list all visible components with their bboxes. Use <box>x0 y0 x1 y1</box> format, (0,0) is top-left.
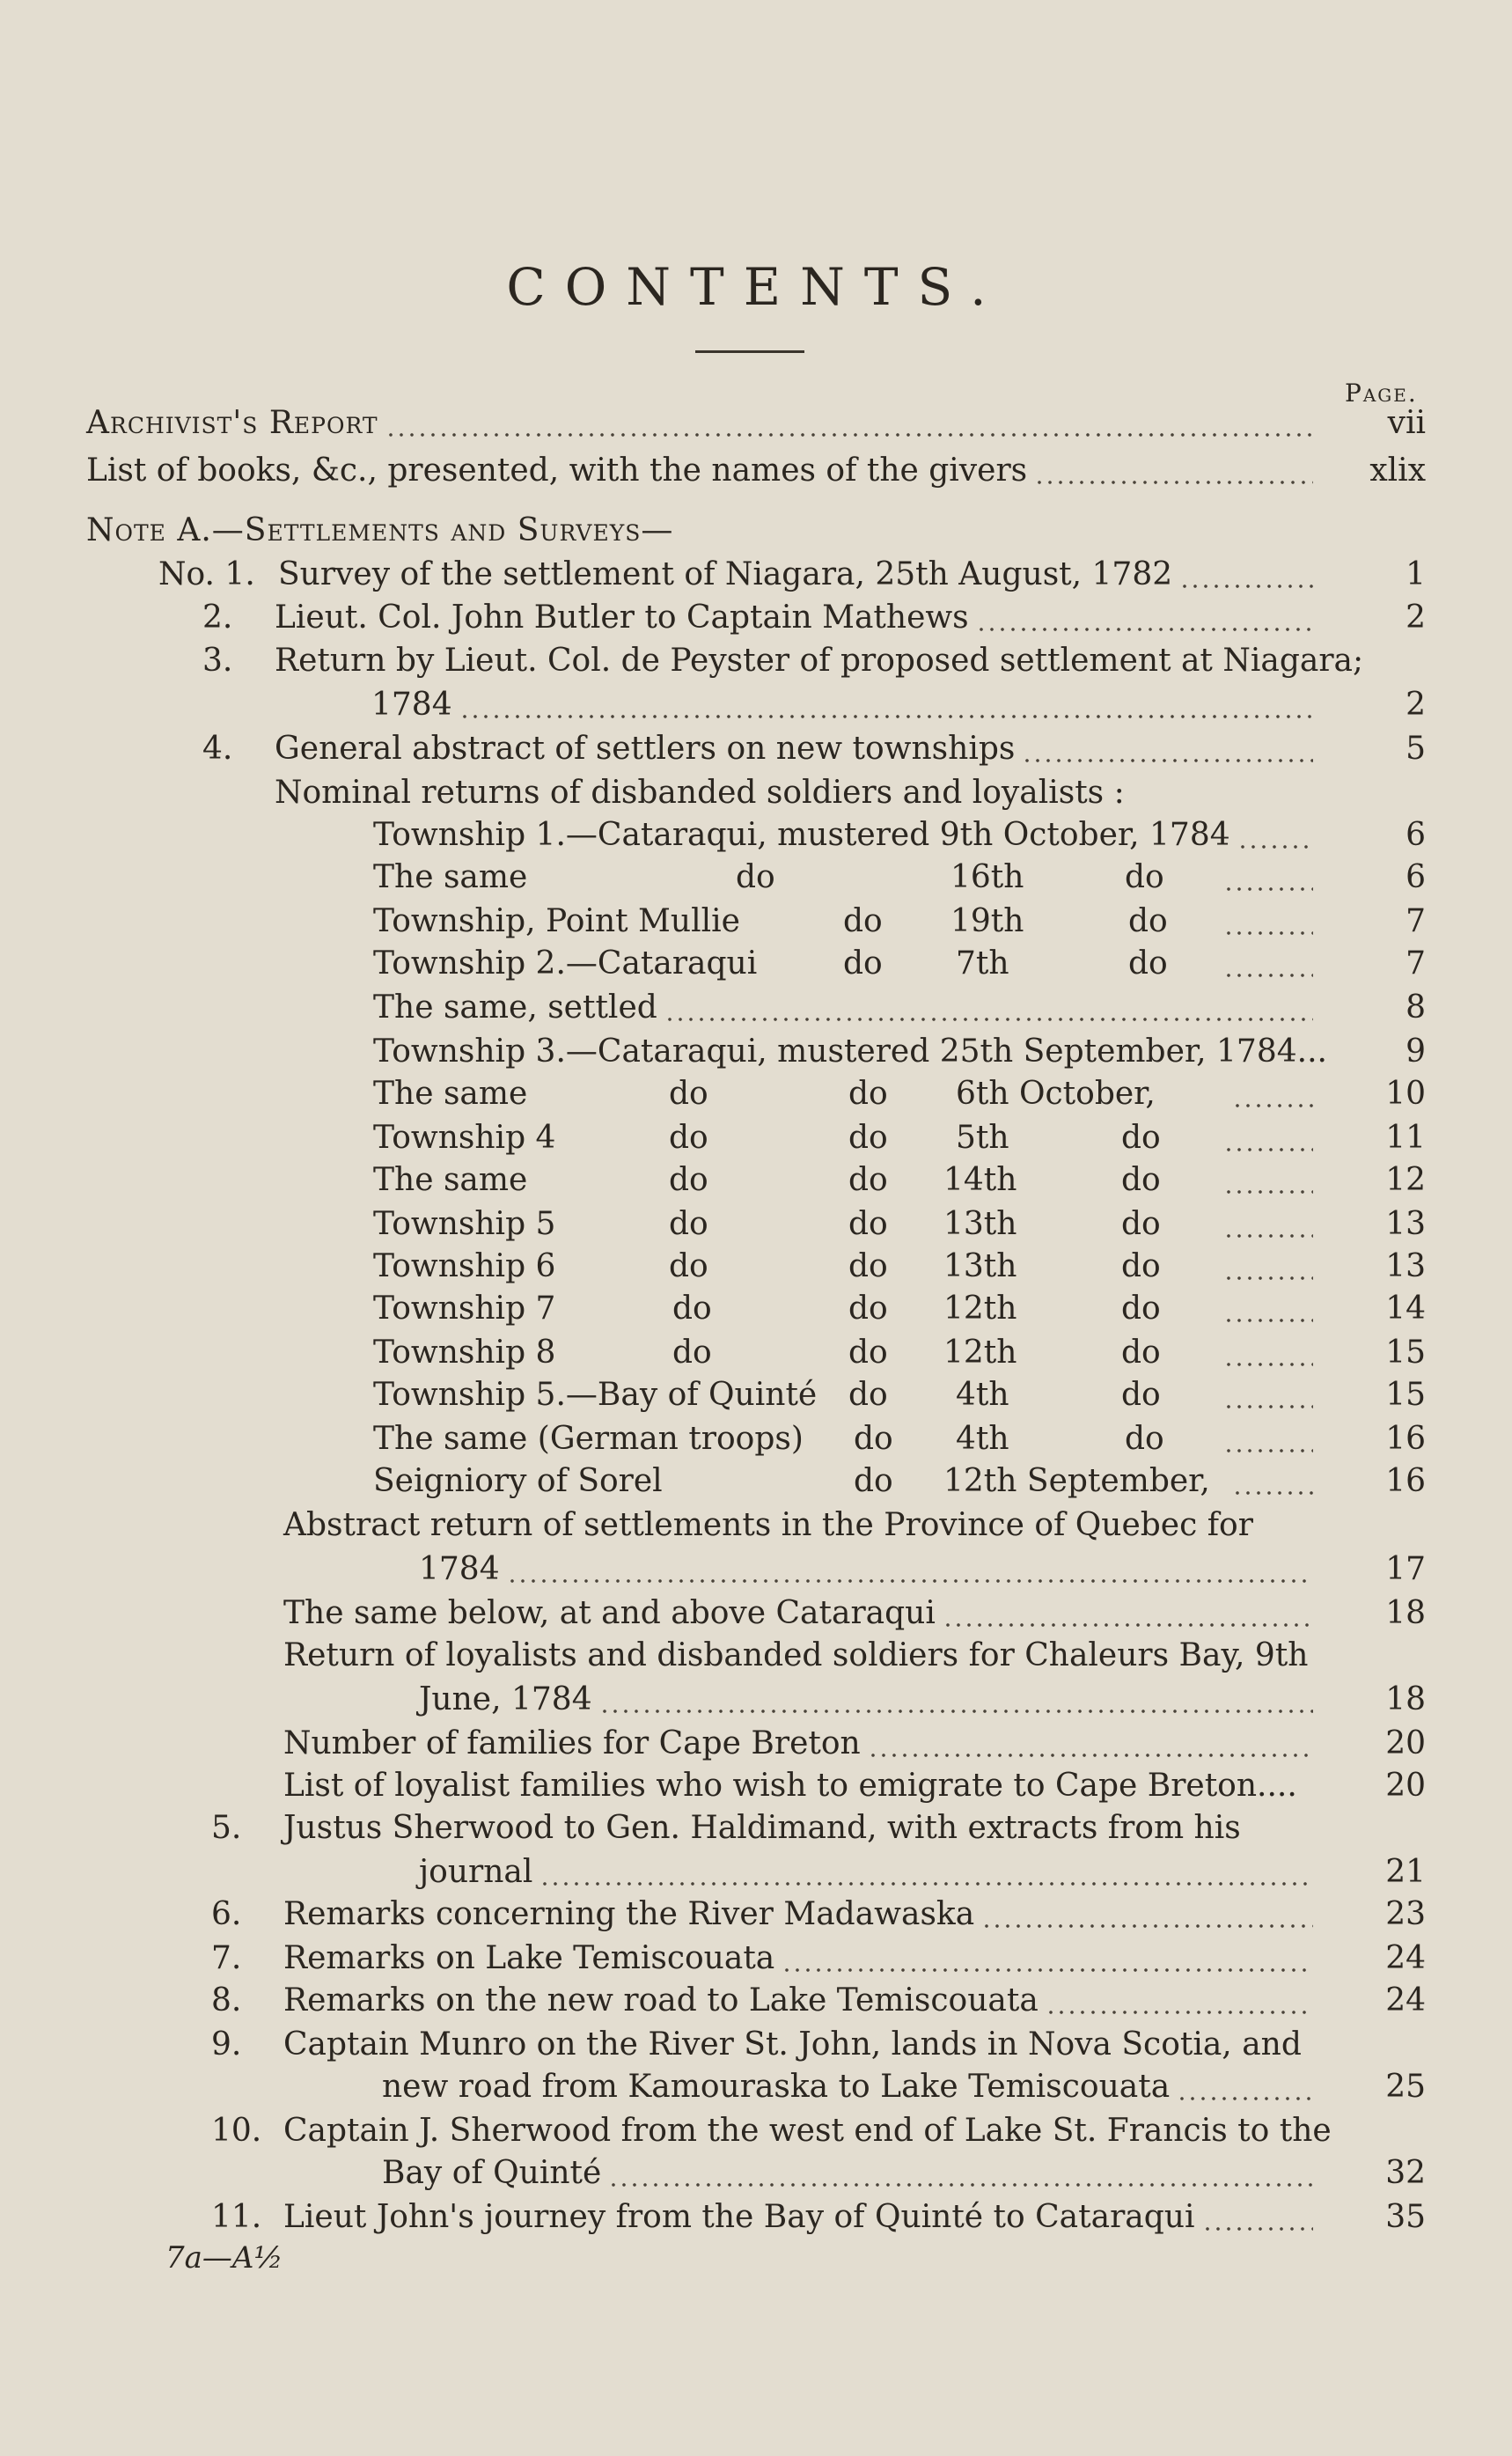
dot-leader <box>1179 553 1313 597</box>
entry-column-value: do <box>848 1248 888 1284</box>
dot-leader <box>507 1548 1313 1592</box>
entry-title: Township 4 <box>373 1120 556 1156</box>
entry-title: Return of loyalists and disbanded soldiers for Chaleurs Bay, 9th <box>283 1637 1309 1673</box>
entry-column-value: do <box>736 859 775 895</box>
entry-title: Seigniory of Sorel <box>373 1463 663 1499</box>
entry-title: Number of families for Cape Breton <box>283 1725 861 1761</box>
entry-title: The same below, at and above Cataraqui <box>283 1595 936 1631</box>
page-number: 32 <box>1385 2155 1426 2191</box>
entry-title: Lieut John's journey from the Bay of Quinté to Cataraqui <box>283 2199 1195 2235</box>
entry-column-value: do <box>1121 1120 1161 1156</box>
contents-entry <box>0 1158 1512 1202</box>
contents-entry <box>0 1634 1512 1678</box>
entry-title: Remarks on the new road to Lake Temiscouata <box>283 1982 1039 2018</box>
page-number: 16 <box>1385 1421 1426 1457</box>
contents-entry <box>0 1764 1512 1808</box>
entry-title: Return by Lieut. Col. de Peyster of proposed settlement at Niagara; <box>275 643 1364 679</box>
entry-column-value: do <box>843 945 883 982</box>
page-number: 15 <box>1385 1377 1426 1413</box>
page-number: 12 <box>1385 1162 1426 1198</box>
entry-column-value: do <box>672 1291 712 1327</box>
entry-column-value: do <box>669 1248 708 1284</box>
contents-entry <box>0 1806 1512 1850</box>
page-number: xlix <box>1369 452 1426 489</box>
entry-column-value: do <box>848 1291 888 1327</box>
dot-leader <box>1046 1979 1313 2023</box>
entry-number: 5. <box>211 1810 242 1846</box>
page-number: 21 <box>1385 1854 1426 1890</box>
page-column-header: Page. <box>1345 379 1418 408</box>
dot-leader <box>1232 1072 1313 1116</box>
contents-entry <box>0 856 1512 900</box>
contents-entry <box>0 1030 1512 1074</box>
page-number: 18 <box>1385 1681 1426 1717</box>
page-number: 10 <box>1385 1076 1426 1112</box>
entry-number: 4. <box>202 731 233 767</box>
contents-entry <box>0 683 1512 727</box>
page-number: 13 <box>1385 1206 1426 1242</box>
dot-leader <box>1022 727 1313 771</box>
dot-leader <box>539 1850 1313 1894</box>
entry-title: Lieut. Col. John Butler to Captain Mathews <box>275 599 969 636</box>
contents-entry <box>0 1678 1512 1722</box>
entry-title: Remarks on Lake Temiscouata <box>283 1940 775 1976</box>
contents-entry <box>0 1417 1512 1461</box>
page-number: 24 <box>1385 1982 1426 2018</box>
contents-entry <box>0 1373 1512 1417</box>
dot-leader <box>981 1893 1313 1937</box>
contents-entry <box>0 1202 1512 1246</box>
dot-leader <box>868 1722 1313 1766</box>
page-number: 35 <box>1385 2199 1426 2235</box>
entry-column-value: do <box>854 1463 893 1499</box>
entry-column-value: do <box>669 1076 708 1112</box>
entry-title: journal <box>419 1854 533 1890</box>
entry-column-value: do <box>1125 859 1164 895</box>
dot-leader <box>1223 900 1313 944</box>
contents-entry <box>0 1979 1512 2023</box>
dot-leader <box>943 1592 1313 1636</box>
entry-title: Abstract return of settlements in the Province of Quebec for <box>283 1507 1253 1543</box>
entry-title: The same <box>373 859 528 895</box>
dot-leader <box>1223 1116 1313 1160</box>
dot-leader <box>1034 449 1313 493</box>
entry-number: 3. <box>202 643 233 679</box>
entry-column-value: 5th <box>956 1120 1009 1156</box>
entry-title: Township 6 <box>373 1248 556 1284</box>
entry-title: new road from Kamouraska to Lake Temiscouata <box>382 2069 1171 2105</box>
entry-title: 1784 <box>371 687 452 723</box>
entry-column-value: do <box>1121 1206 1161 1242</box>
signature-mark: 7a—A½ <box>165 2240 283 2276</box>
contents-entry <box>0 1460 1512 1504</box>
entry-title: Township 5 <box>373 1206 556 1242</box>
entry-title: Note A.—Settlements and Surveys— <box>86 512 674 548</box>
entry-column-value: 14th <box>943 1162 1017 1198</box>
contents-entry <box>0 1504 1512 1548</box>
dot-leader <box>1202 2195 1314 2239</box>
dot-leader <box>1177 2065 1313 2109</box>
contents-entry <box>0 1072 1512 1116</box>
entry-column-value: do <box>1125 1421 1164 1457</box>
contents-entry <box>0 1245 1512 1289</box>
contents-entry <box>0 449 1512 493</box>
entry-title: Township, Point Mullie <box>373 903 740 939</box>
contents-entry <box>0 401 1512 445</box>
contents-entry <box>0 1287 1512 1331</box>
entry-title: The same, settled <box>373 989 657 1026</box>
contents-entry <box>0 2195 1512 2239</box>
dot-leader <box>599 1678 1313 1722</box>
entry-title: Archivist's Report <box>86 405 378 441</box>
dot-leader <box>459 683 1313 727</box>
contents-entry <box>0 2151 1512 2195</box>
entry-column-value: do <box>848 1120 888 1156</box>
page-number: 25 <box>1385 2069 1426 2105</box>
contents-entry <box>0 1548 1512 1592</box>
contents-entry <box>0 1116 1512 1160</box>
entry-column-value: 7th <box>956 945 1009 982</box>
entry-title: Township 8 <box>373 1335 556 1371</box>
entry-column-value: do <box>848 1162 888 1198</box>
dot-leader <box>1223 1373 1313 1417</box>
dot-leader <box>1223 1417 1313 1461</box>
page-number: 16 <box>1385 1463 1426 1499</box>
entry-title: Captain J. Sherwood from the west end of Lake St. Francis to the <box>283 2113 1332 2149</box>
dot-leader <box>1232 1460 1313 1504</box>
entry-column-value: 19th <box>951 903 1024 939</box>
entry-title: Township 7 <box>373 1291 556 1327</box>
page-number: 20 <box>1385 1768 1426 1804</box>
entry-column-value: 13th <box>943 1206 1017 1242</box>
contents-entry <box>0 813 1512 857</box>
entry-title: List of books, &c., presented, with the names of the givers <box>86 452 1028 489</box>
page-number: 1 <box>1406 556 1426 592</box>
page-number: 6 <box>1406 859 1426 895</box>
entry-number: 6. <box>211 1896 242 1932</box>
dot-leader <box>1223 1331 1313 1375</box>
page-number: 13 <box>1385 1248 1426 1284</box>
page-number: 5 <box>1406 731 1426 767</box>
entry-title: Township 5.—Bay of Quinté <box>373 1377 818 1413</box>
entry-column-value: 12th September, <box>943 1463 1210 1499</box>
entry-title: The same <box>373 1162 528 1198</box>
entry-column-value: 13th <box>943 1248 1017 1284</box>
entry-number: 11. <box>211 2199 262 2235</box>
entry-column-value: do <box>1121 1335 1161 1371</box>
entry-title: Township 3.—Cataraqui, mustered 25th September, 1784... <box>373 1033 1327 1070</box>
contents-entry <box>0 771 1512 815</box>
entry-title: 1784 <box>419 1551 500 1587</box>
entry-column-value: do <box>1128 945 1168 982</box>
contents-entry <box>0 2023 1512 2067</box>
entry-title: Remarks concerning the River Madawaska <box>283 1896 975 1932</box>
entry-column-value: do <box>669 1162 708 1198</box>
dot-leader <box>976 596 1313 640</box>
entry-title: List of loyalist families who wish to emigrate to Cape Breton.... <box>283 1768 1297 1804</box>
page-number: 6 <box>1406 817 1426 853</box>
entry-column-value: do <box>1121 1291 1161 1327</box>
page-number: 14 <box>1385 1291 1426 1327</box>
entry-column-value: 12th <box>943 1291 1017 1327</box>
entry-title: The same <box>373 1076 528 1112</box>
contents-entry <box>0 727 1512 771</box>
entry-column-value: do <box>1121 1162 1161 1198</box>
entry-title: Bay of Quinté <box>382 2155 602 2191</box>
entry-number: 7. <box>211 1940 242 1976</box>
entry-title: Captain Munro on the River St. John, lands in Nova Scotia, and <box>283 2026 1302 2063</box>
entry-column-value: 12th <box>943 1335 1017 1371</box>
page-number: 2 <box>1406 599 1426 636</box>
entry-column-value: 4th <box>956 1421 1009 1457</box>
entry-number: No. 1. <box>158 556 255 592</box>
page-number: vii <box>1387 405 1426 441</box>
dot-leader <box>664 986 1313 1030</box>
page-number: 20 <box>1385 1725 1426 1761</box>
entry-column-value: do <box>854 1421 893 1457</box>
contents-entry <box>0 596 1512 640</box>
entry-column-value: 6th October, <box>956 1076 1156 1112</box>
page-number: 8 <box>1406 989 1426 1026</box>
entry-title: Justus Sherwood to Gen. Haldimand, with extracts from his <box>283 1810 1241 1846</box>
dot-leader <box>1223 1245 1313 1289</box>
contents-entry <box>0 1592 1512 1636</box>
dot-leader <box>1223 856 1313 900</box>
entry-number: 10. <box>211 2113 262 2149</box>
entry-column-value: do <box>848 1076 888 1112</box>
contents-entry <box>0 986 1512 1030</box>
entry-title: General abstract of settlers on new townships <box>275 731 1016 767</box>
entry-number: 2. <box>202 599 233 636</box>
page-number: 11 <box>1385 1120 1426 1156</box>
entry-column-value: do <box>669 1206 708 1242</box>
entry-column-value: do <box>848 1206 888 1242</box>
page-number: 2 <box>1406 687 1426 723</box>
page-number: 7 <box>1406 945 1426 982</box>
contents-entry <box>0 639 1512 683</box>
entry-title: Survey of the settlement of Niagara, 25th August, 1782 <box>278 556 1173 592</box>
entry-title: The same (German troops) <box>373 1421 804 1457</box>
dot-leader <box>1223 1202 1313 1246</box>
entry-title: Township 1.—Cataraqui, mustered 9th October, 1784 <box>373 817 1230 853</box>
contents-entry <box>0 1331 1512 1375</box>
page-number: 15 <box>1385 1335 1426 1371</box>
dot-leader <box>1223 942 1313 986</box>
entry-column-value: do <box>848 1377 888 1413</box>
entry-column-value: do <box>1121 1377 1161 1413</box>
entry-column-value: do <box>669 1120 708 1156</box>
page-number: 18 <box>1385 1595 1426 1631</box>
contents-entry <box>0 1722 1512 1766</box>
entry-column-value: 4th <box>956 1377 1009 1413</box>
contents-entry <box>0 1850 1512 1894</box>
dot-leader <box>1223 1158 1313 1202</box>
entry-column-value: do <box>848 1335 888 1371</box>
contents-entry <box>0 942 1512 986</box>
page-number: 24 <box>1385 1940 1426 1976</box>
entry-column-value: 16th <box>951 859 1024 895</box>
entry-title: Township 2.—Cataraqui <box>373 945 758 982</box>
entry-title: Nominal returns of disbanded soldiers and loyalists : <box>275 775 1125 811</box>
page-number: 7 <box>1406 903 1426 939</box>
dot-leader <box>1223 1287 1313 1331</box>
contents-entry <box>0 1937 1512 1981</box>
page-title: CONTENTS. <box>506 257 1006 317</box>
contents-entry <box>0 509 1512 553</box>
page-number: 17 <box>1385 1551 1426 1587</box>
dot-leader <box>782 1937 1313 1981</box>
contents-entry <box>0 553 1512 597</box>
contents-entry <box>0 2109 1512 2153</box>
entry-column-value: do <box>1121 1248 1161 1284</box>
entry-column-value: do <box>672 1335 712 1371</box>
entry-title: June, 1784 <box>419 1681 592 1717</box>
entry-number: 9. <box>211 2026 242 2063</box>
dot-leader <box>608 2151 1313 2195</box>
page-number: 9 <box>1406 1033 1426 1070</box>
entry-column-value: do <box>1128 903 1168 939</box>
contents-entry <box>0 2065 1512 2109</box>
entry-column-value: do <box>843 903 883 939</box>
contents-entry <box>0 900 1512 944</box>
dot-leader <box>385 401 1313 445</box>
page-number: 23 <box>1385 1896 1426 1932</box>
title-rule <box>695 350 804 353</box>
contents-entry <box>0 1893 1512 1937</box>
entry-number: 8. <box>211 1982 242 2018</box>
